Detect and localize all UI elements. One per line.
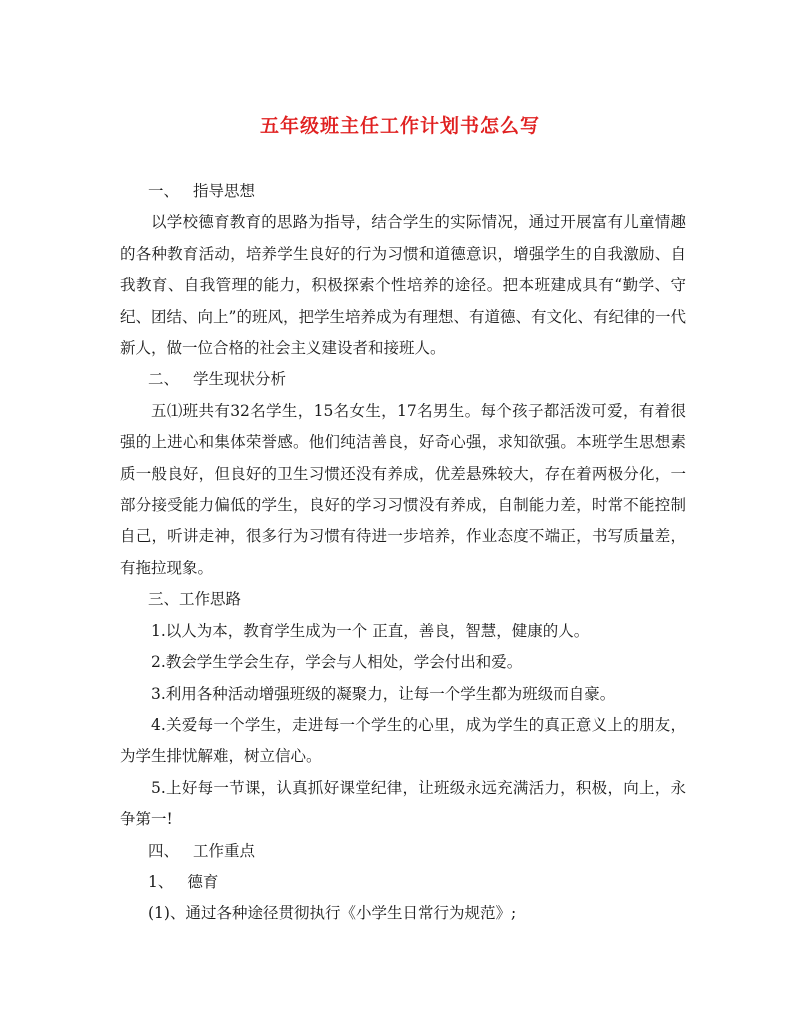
list-item: 4.关爱每一个学生，走进每一个学生的心里，成为学生的真正意义上的朋友，为学生排忧解难，树立信心。 (120, 715, 686, 766)
list-item: 5.上好每一节课，认真抓好课堂纪律，让班级永远充满活力，积极，向上，永争第一! (120, 778, 686, 829)
section-title: 指导思想 (193, 182, 256, 200)
section-title: 学生现状分析 (193, 370, 287, 389)
section-title: 工作重点 (193, 841, 256, 860)
list-item: 3.利用各种活动增强班级的凝聚力，让每一个学生都为班级而自豪。 (151, 684, 616, 703)
section-heading-3: 三、工作思路 (148, 590, 242, 609)
list-item: 2.教会学生学会生存，学会与人相处，学会付出和爱。 (151, 653, 523, 672)
document-body (120, 176, 686, 930)
list-item: (1)、通过各种途径贯彻执行《小学生日常行为规范》; (148, 904, 517, 923)
sub-heading-number: 1、 (148, 872, 174, 891)
list-item: 1.以人为本，教育学生成为一个 正直，善良，智慧，健康的人。 (151, 621, 590, 640)
sub-heading-title: 德育 (187, 872, 219, 891)
section-heading-4 (120, 836, 686, 867)
paragraph-student-analysis: 五⑴班共有32名学生，15名女生，17名男生。每个孩子都活泼可爱，有着很强的上进心和集体荣誉感。他们纯洁善良，好奇心强，求知欲强。本班学生思想素质一般良好，但良好的卫生习惯还没有养成，优差悬殊较大，存在着两极分化，一部分接受能力偏低的学生，良好的学习习惯没有养成，自制能力差，时常不能控制自己，听讲走神，很多行为习惯有待进一步培养，作业态度不端正，书写质量差，有拖拉现象。 (120, 401, 686, 577)
section-number: 四、 (148, 841, 180, 860)
section-heading-1 (120, 176, 686, 207)
document-title: 五年级班主任工作计划书怎么写 (259, 115, 540, 137)
sub-heading-moral-education (120, 867, 686, 898)
section-heading-2 (120, 364, 686, 395)
paragraph-guiding-thought: 以学校德育教育的思路为指导，结合学生的实际情况，通过开展富有儿童情趣的各种教育活动，培养学生良好的行为习惯和道德意识，增强学生的自我激励、自我教育、自我管理的能力，积极探索个性培养的途径。把本班建成具有“勤学、守纪、团结、向上”的班风，把学生培养成为有理想、有道德、有文化、有纪律的一代新人，做一位合格的社会主义建设者和接班人。 (120, 213, 686, 358)
section-number: 一、 (148, 182, 180, 200)
section-number: 二、 (148, 370, 180, 389)
